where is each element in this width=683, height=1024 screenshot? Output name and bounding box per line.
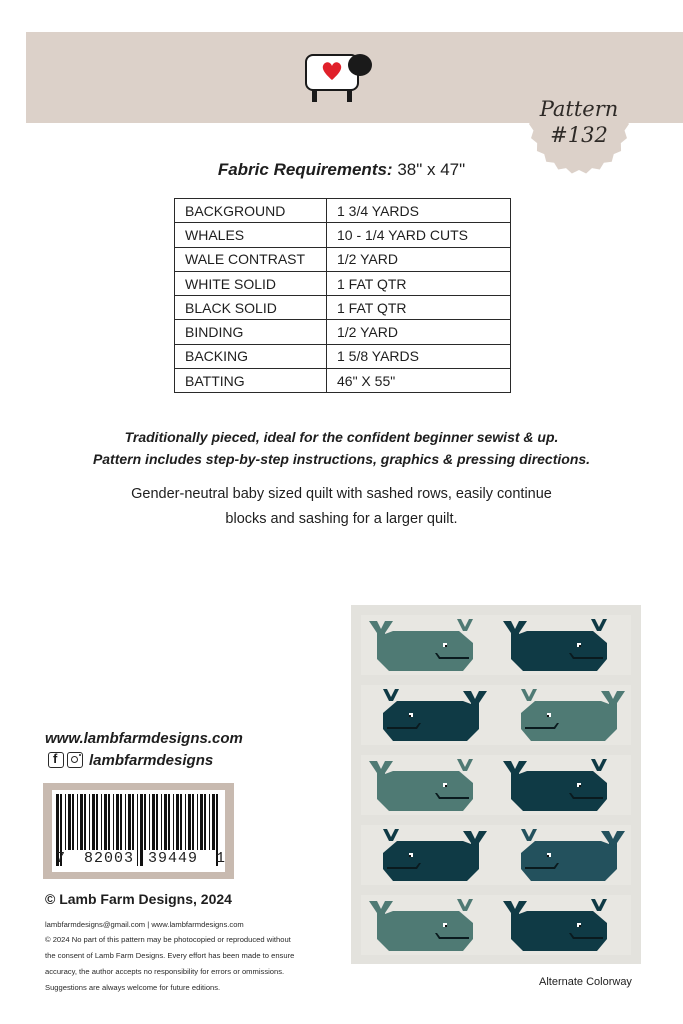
barcode-bar [120,794,122,850]
barcode-bar [200,794,203,850]
barcode-bar [152,794,155,850]
barcode-bar [125,794,126,850]
barcode-bar [212,794,215,850]
badge-line-1: Pattern [539,97,619,121]
fabric-row [175,223,511,247]
fabric-row [175,320,511,344]
fabric-item: WHITE SOLID [175,271,327,295]
fabric-amount: 46" X 55" [327,369,511,393]
barcode-bar [108,794,110,850]
barcode [52,790,225,872]
tagline-line-1: Traditionally pieced, ideal for the confident beginner sewist & up. [124,429,559,445]
fabric-title-label: Fabric Requirements: [217,160,393,179]
fabric-item: WHALES [175,223,327,247]
fineprint-line-5: Suggestions are always welcome for future editions. [45,983,221,992]
barcode-bar [168,794,170,850]
fabric-amount: 10 - 1/4 YARD CUTS [327,223,511,247]
barcode-bar [84,794,86,850]
barcode-digits-right: 39449 [148,850,199,867]
barcode-bar [77,794,78,850]
fabric-amount: 1 FAT QTR [327,296,511,320]
fabric-row [175,344,511,368]
fineprint-line-4: accuracy, the author accepts no responsibility for errors or ommissions. [45,967,285,976]
barcode-bar [164,794,167,850]
fineprint-line-2: © 2024 No part of this pattern may be photocopied or reproduced without [45,935,291,944]
badge-line-2: #132 [550,123,608,147]
barcode-bar [176,794,179,850]
barcode-bar [72,794,74,850]
tagline-line-2: Pattern includes step-by-step instructions, graphics & pressing directions. [92,451,591,467]
fabric-row [175,296,511,320]
fabric-item: BLACK SOLID [175,296,327,320]
barcode-bar [68,794,71,850]
barcode-digits-left: 82003 [84,850,135,867]
barcode-bar [185,794,186,850]
fabric-row [175,247,511,271]
fabric-item: BACKING [175,344,327,368]
sheep-logo [302,50,376,104]
barcode-bar [209,794,210,850]
barcode-bar [156,794,158,850]
barcode-bar [161,794,162,850]
barcode-bar [128,794,131,850]
instagram-icon[interactable] [67,752,83,768]
barcode-bar [137,794,138,866]
barcode-bar [92,794,95,850]
copyright: © Lamb Farm Designs, 2024 [45,891,232,907]
description-line-1: Gender-neutral baby sized quilt with sashed rows, easily continue [131,486,552,502]
barcode-bar [192,794,194,850]
fabric-amount: 1 3/4 YARDS [327,199,511,223]
barcode-bar [104,794,107,850]
barcode-bar [173,794,174,850]
fabric-row [175,271,511,295]
barcode-bar [140,794,143,866]
fabric-item: BINDING [175,320,327,344]
barcode-bar [132,794,134,850]
barcode-bar [180,794,182,850]
fabric-item: BACKGROUND [175,199,327,223]
pattern-badge-text [528,96,630,148]
fabric-amount: 1 5/8 YARDS [327,344,511,368]
fabric-amount: 1/2 YARD [327,247,511,271]
barcode-bar [149,794,150,850]
fabric-requirements-title [0,160,683,180]
fabric-row [175,369,511,393]
fabric-item: BATTING [175,369,327,393]
social-row [48,751,213,769]
barcode-bar [144,794,146,850]
barcode-digit-check: 1 [216,850,227,867]
barcode-digit-prefix: 7 [56,850,67,867]
barcode-bar [101,794,102,850]
social-handle[interactable]: lambfarmdesigns [89,751,214,769]
fabric-amount: 1 FAT QTR [327,271,511,295]
fabric-item: WALE CONTRAST [175,247,327,271]
quilt-image [351,605,641,964]
fabric-amount: 1/2 YARD [327,320,511,344]
fabric-requirements-table [174,198,511,393]
barcode-bar [113,794,114,850]
fineprint-line-1: lambfarmdesigns@gmail.com | www.lambfarmdesigns.com [45,920,244,929]
barcode-bar [116,794,119,850]
website-link[interactable]: www.lambfarmdesigns.com [45,730,243,747]
fineprint-line-3: the consent of Lamb Farm Designs. Every effort has been made to ensure [45,951,295,960]
barcode-bar [197,794,198,850]
fabric-title-dimensions: 38" x 47" [392,160,466,179]
barcode-bar [96,794,98,850]
barcode-bar [204,794,206,850]
barcode-bar [65,794,66,850]
fabric-row [175,199,511,223]
quilt-caption: Alternate Colorway [539,976,632,988]
barcode-bar [188,794,191,850]
barcode-bar [80,794,83,850]
barcode-bar [89,794,90,850]
facebook-icon[interactable]: f [48,752,64,768]
description-line-2: blocks and sashing for a larger quilt. [225,511,458,527]
